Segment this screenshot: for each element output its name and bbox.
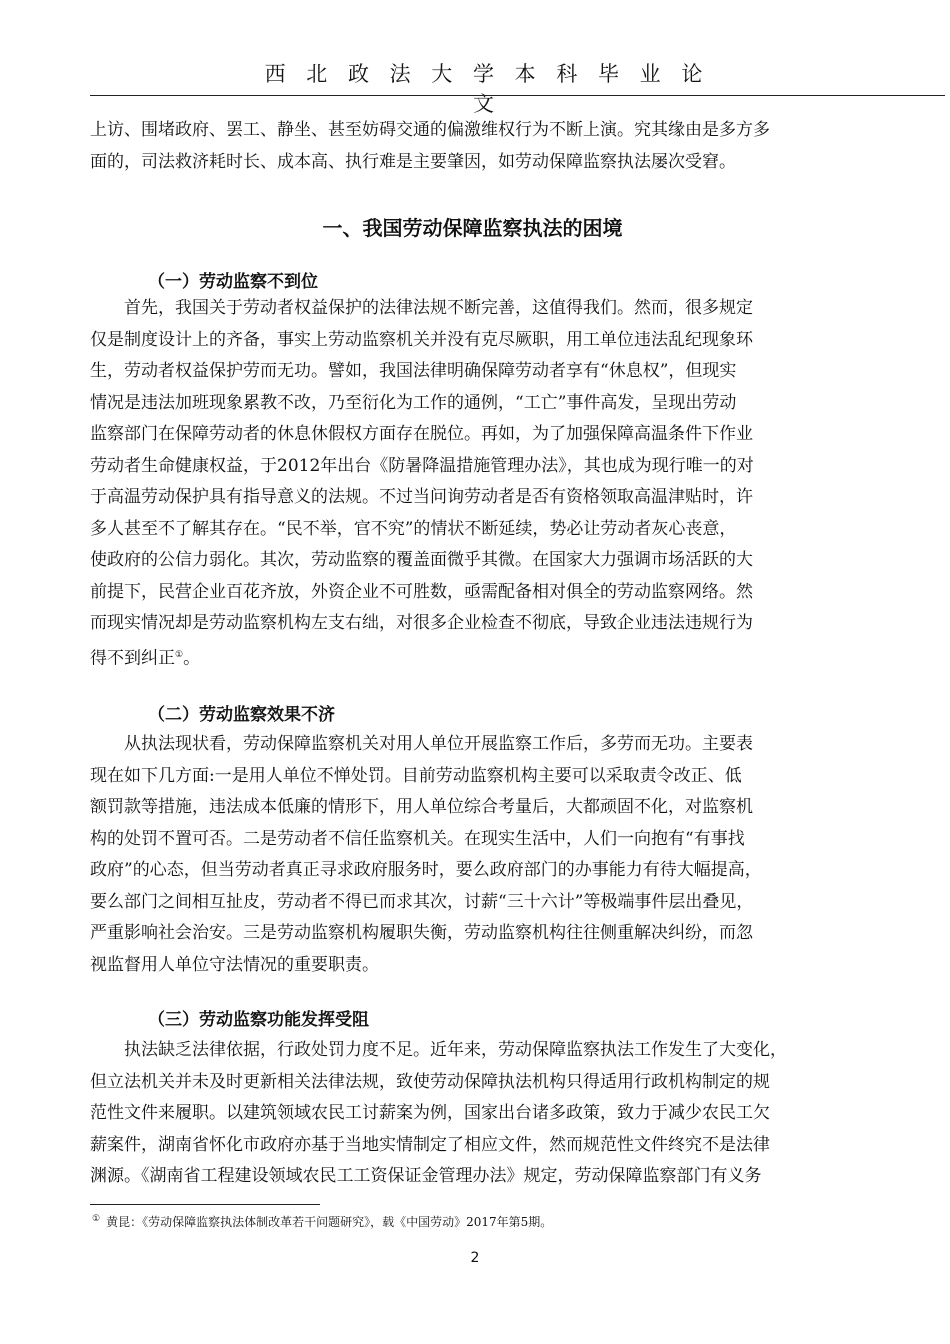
paragraph-line: 劳动者生命健康权益，于2012年出台《防暑降温措施管理办法》，其也成为现行唯一的对 bbox=[90, 455, 754, 476]
paragraph-line: 政府”的心态，但当劳动者真正寻求政府服务时，要么政府部门的办事能力有待大幅提高， bbox=[90, 860, 762, 880]
subsection-heading-2: （二）劳动监察效果不济 bbox=[148, 705, 335, 725]
paragraph-line: 范性文件来履职。以建筑领域农民工讨薪案为例，国家出台诸多政策，致力于减少农民工欠 bbox=[90, 1103, 770, 1123]
paragraph-line-tail: 。 bbox=[183, 648, 201, 669]
paragraph-line-text: 得不到纠正 bbox=[90, 648, 175, 669]
paragraph-line: 面的，司法救济耗时长、成本高、执行难是主要肇因，如劳动保障监察执法屡次受窘。 bbox=[90, 151, 736, 172]
subsection-heading-1: （一）劳动监察不到位 bbox=[148, 272, 318, 292]
paragraph-line: 情况是违法加班现象累教不改，乃至衍化为工作的通例，“工亡”事件高发，呈现出劳动 bbox=[90, 392, 737, 413]
paragraph-line: 使政府的公信力弱化。其次，劳动监察的覆盖面微乎其微。在国家大力强调市场活跃的大 bbox=[90, 550, 753, 570]
paragraph-line: 构的处罚不置可否。二是劳动者不信任监察机关。在现实生活中，人们一向抱有“有事找 bbox=[90, 828, 745, 849]
paragraph-line: 执法缺乏法律依据，行政处罚力度不足。近年来，劳动保障监察执法工作发生了大变化， bbox=[90, 1040, 787, 1060]
subsection-1-paragraph bbox=[90, 293, 855, 675]
paragraph-line: 从执法现状看，劳动保障监察机关对用人单位开展监察工作后，多劳而无功。主要表 bbox=[90, 734, 753, 754]
subsection-heading-3: （三）劳动监察功能发挥受阻 bbox=[148, 1010, 369, 1030]
subsection-3-paragraph bbox=[90, 1035, 855, 1193]
intro-paragraph bbox=[90, 115, 855, 178]
paragraph-line: 渊源。《湖南省工程建设领域农民工工资保证金管理办法》规定，劳动保障监察部门有义务 bbox=[90, 1166, 762, 1186]
footnote-rule bbox=[90, 1204, 320, 1205]
paragraph-line: 生，劳动者权益保护劳而无功。譬如，我国法律明确保障劳动者享有“休息权”，但现实 bbox=[90, 361, 737, 381]
subsection-2-paragraph bbox=[90, 729, 855, 981]
paragraph-line: 严重影响社会治安。三是劳动监察机构履职失衡，劳动监察机构往往侧重解决纠纷，而忽 bbox=[90, 923, 753, 943]
paragraph-line: 而现实情况却是劳动监察机构左支右绌，对很多企业检查不彻底，导致企业违法违规行为 bbox=[90, 613, 753, 633]
paragraph-line: 首先，我国关于劳动者权益保护的法律法规不断完善，这值得我们。然而，很多规定 bbox=[90, 298, 753, 318]
page-number: 2 bbox=[470, 1250, 480, 1266]
running-header: 西 北 政 法 大 学 本 科 毕 业 论 文 bbox=[264, 62, 710, 116]
paragraph-line: 现在如下几方面:一是用人单位不惮处罚。目前劳动监察机构主要可以采取责令改正、低 bbox=[90, 765, 742, 786]
paragraph-line: 前提下，民营企业百花齐放，外资企业不可胜数，亟需配备相对俱全的劳动监察网络。然 bbox=[90, 581, 753, 602]
footnote-mark: ① bbox=[92, 1214, 101, 1224]
paragraph-line: 视监督用人单位守法情况的重要职责。 bbox=[90, 954, 379, 975]
paragraph-line bbox=[90, 640, 855, 675]
paragraph-line: 额罚款等措施，违法成本低廉的情形下，用人单位综合考量后，大都顽固不化，对监察机 bbox=[90, 797, 753, 817]
paragraph-line: 要么部门之间相互扯皮，劳动者不得已而求其次，讨薪“三十六计”等极端事件层出叠见， bbox=[90, 891, 754, 912]
footnote-reference[interactable]: ① bbox=[175, 649, 184, 660]
paragraph-line: 监察部门在保障劳动者的休息休假权方面存在脱位。再如，为了加强保障高温条件下作业 bbox=[90, 424, 753, 444]
section-heading: 一、我国劳动保障监察执法的困境 bbox=[322, 216, 623, 240]
paragraph-line: 薪案件，湖南省怀化市政府亦基于当地实情制定了相应文件，然而规范性文件终究不是法律 bbox=[90, 1134, 770, 1155]
paragraph-line: 仅是制度设计上的齐备，事实上劳动监察机关并没有克尽厥职，用工单位违法乱纪现象环 bbox=[90, 329, 753, 350]
footnote-text: 黄昆：《劳动保障监察执法体制改革若干问题研究》，载《中国劳动》2017年第5期。 bbox=[106, 1215, 553, 1229]
paragraph-line: 于高温劳动保护具有指导意义的法规。不过当问询劳动者是否有资格领取高温津贴时，许 bbox=[90, 487, 753, 507]
paragraph-line: 上访、围堵政府、罢工、静坐、甚至妨碍交通的偏激维权行为不断上演。究其缘由是多方多 bbox=[90, 120, 770, 140]
footnote bbox=[92, 1213, 552, 1230]
paragraph-line: 但立法机关并未及时更新相关法律法规，致使劳动保障执法机构只得适用行政机构制定的规 bbox=[90, 1071, 770, 1092]
header-rule bbox=[90, 95, 945, 96]
paragraph-line: 多人甚至不了解其存在。“民不举，官不究”的情状不断延续，势必让劳动者灰心丧意， bbox=[90, 518, 737, 539]
